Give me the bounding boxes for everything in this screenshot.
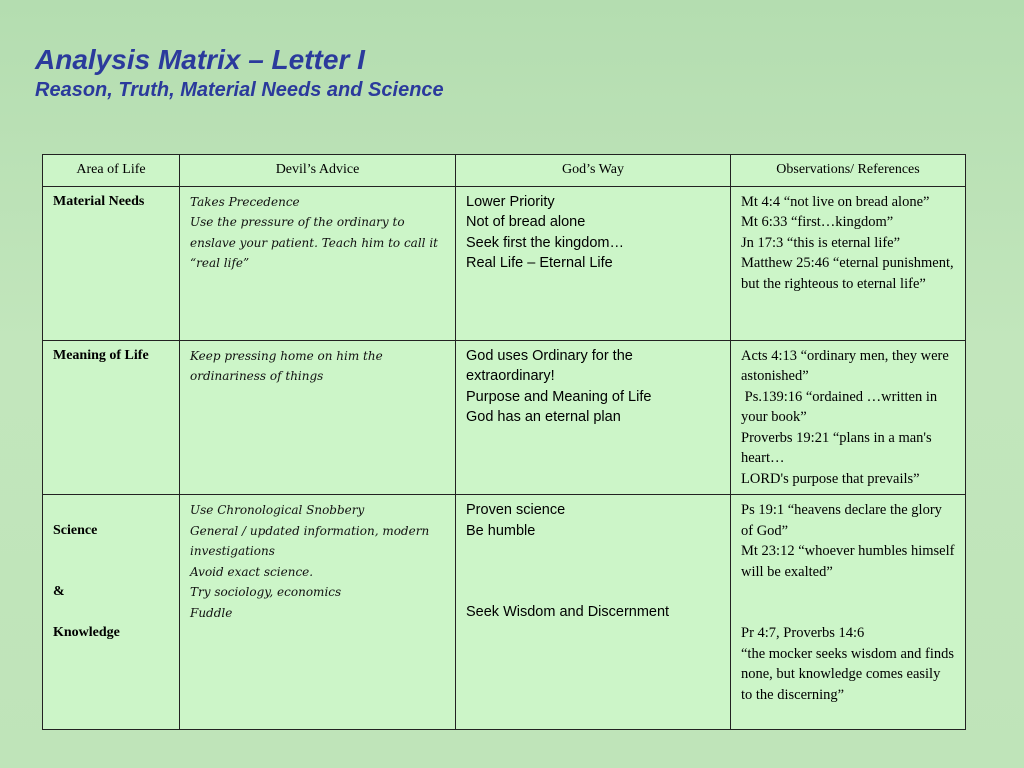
devil-advice-line: Avoid exact science. bbox=[190, 564, 314, 579]
header-area-of-life: Area of Life bbox=[43, 155, 180, 187]
observation-line: Acts 4:13 “ordinary men, they were astonished” bbox=[741, 347, 953, 384]
slide-title: Analysis Matrix – Letter I bbox=[35, 44, 365, 75]
devil-advice-line: Use Chronological Snobbery bbox=[190, 503, 365, 517]
table-row-material-needs bbox=[43, 186, 966, 340]
observation-line: Mt 23:12 “whoever humbles himself will be exalted” bbox=[741, 543, 959, 580]
observation-line: Ps 19:1 “heavens declare the glory of God” bbox=[741, 502, 946, 539]
gods-way-line: Proven science bbox=[466, 502, 566, 518]
header-gods-way: God’s Way bbox=[456, 155, 731, 187]
gods-way-cell bbox=[456, 340, 731, 495]
gods-way-cell bbox=[456, 186, 731, 340]
gods-way-line: Lower Priority bbox=[466, 193, 555, 210]
gods-way-line: Seek Wisdom and Discernment bbox=[466, 604, 670, 620]
header-devils-advice: Devil’s Advice bbox=[180, 155, 456, 187]
gods-way-cell bbox=[456, 495, 731, 730]
devil-advice-line: Try sociology, economics bbox=[190, 585, 342, 599]
devil-advice-line: Keep pressing home on him the ordinariness of things bbox=[190, 348, 387, 383]
observation-line: LORD's purpose that prevails” bbox=[741, 470, 920, 487]
table-row-science-knowledge bbox=[43, 495, 966, 730]
observations-cell bbox=[731, 186, 966, 340]
devil-advice-line: Fuddle bbox=[190, 605, 233, 620]
gods-way-line: God uses Ordinary for the extraordinary! bbox=[466, 347, 637, 384]
observation-line: Proverbs 19:21 “plans in a man's heart… bbox=[741, 429, 936, 466]
observation-line: Jn 17:3 “this is eternal life” bbox=[741, 234, 901, 251]
devil-advice-cell bbox=[180, 186, 456, 340]
gods-way-line: Real Life – Eternal Life bbox=[466, 255, 613, 271]
gods-way-line: Be humble bbox=[466, 522, 536, 539]
observation-line: Pr 4:7, Proverbs 14:6 bbox=[741, 625, 865, 641]
spacer bbox=[53, 603, 169, 624]
slide-subtitle: Reason, Truth, Material Needs and Science bbox=[35, 79, 444, 101]
table-row-meaning-of-life bbox=[43, 340, 966, 495]
title-block bbox=[35, 44, 444, 102]
header-row bbox=[43, 155, 966, 187]
gods-way-line: Purpose and Meaning of Life bbox=[466, 388, 652, 405]
area-cell bbox=[43, 186, 180, 340]
area-label: Meaning of Life bbox=[53, 347, 149, 363]
gods-way-line: Not of bread alone bbox=[466, 214, 586, 230]
observation-line: Ps.139:16 “ordained …written in your book” bbox=[741, 388, 941, 425]
area-cell bbox=[43, 340, 180, 495]
spacer bbox=[741, 582, 955, 623]
observation-line: Matthew 25:46 “eternal punishment, but the righteous to eternal life” bbox=[741, 255, 958, 292]
devil-advice-cell bbox=[180, 495, 456, 730]
devil-advice-line: General / updated information, modern investigations bbox=[190, 523, 434, 558]
observation-line: “the mocker seeks wisdom and finds none, but knowledge comes easily to the discerning” bbox=[741, 645, 958, 703]
spacer bbox=[53, 541, 169, 582]
devil-advice-cell bbox=[180, 340, 456, 495]
analysis-matrix-table bbox=[42, 154, 966, 730]
spacer bbox=[53, 500, 169, 521]
gods-way-line: God has an eternal plan bbox=[466, 409, 621, 425]
observations-cell bbox=[731, 340, 966, 495]
area-label: Knowledge bbox=[53, 625, 120, 640]
area-label: & bbox=[53, 584, 65, 599]
spacer bbox=[466, 541, 720, 602]
gods-way-line: Seek first the kingdom… bbox=[466, 234, 624, 251]
observation-line: Mt 4:4 “not live on bread alone” bbox=[741, 193, 930, 210]
devil-advice-line: Takes Precedence bbox=[190, 194, 300, 209]
devil-advice-line: Use the pressure of the ordinary to enslave your patient. Teach him to call it “real life” bbox=[190, 215, 442, 270]
observations-cell bbox=[731, 495, 966, 730]
area-label: Science bbox=[53, 522, 98, 538]
area-label: Material Needs bbox=[53, 193, 145, 209]
header-observations: Observations/ References bbox=[731, 155, 966, 187]
observation-line: Mt 6:33 “first…kingdom” bbox=[741, 214, 894, 230]
area-cell bbox=[43, 495, 180, 730]
